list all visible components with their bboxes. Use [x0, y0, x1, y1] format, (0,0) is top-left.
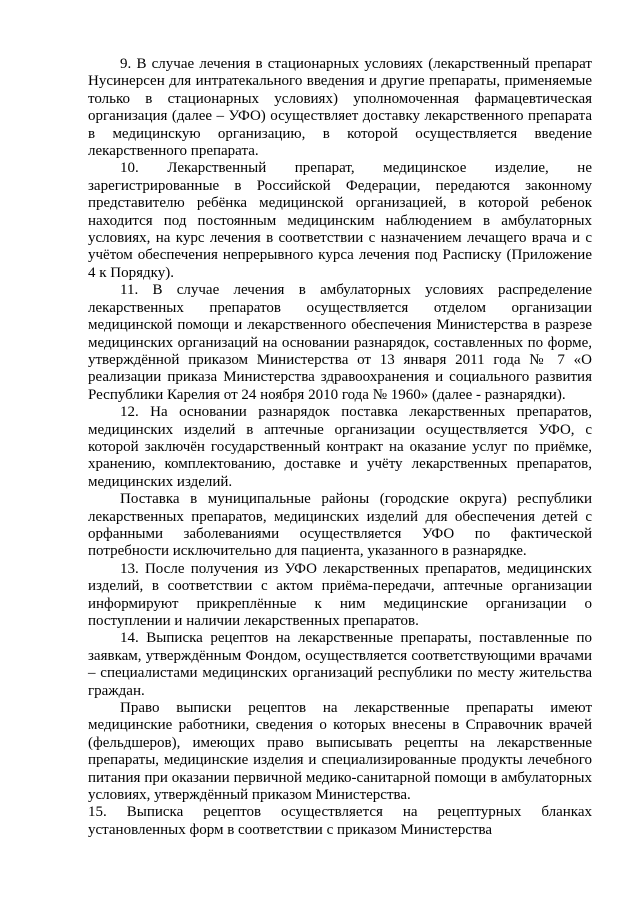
- paragraph-item-13: 13. После получения из УФО лекарственных препаратов, медицинских изделий, в соответствии с актом приёма-передачи, аптечные организации информируют прикреплённые к ним медицинские организации о поступлении и наличии лекарственных препаратов.: [88, 560, 592, 629]
- paragraph-item-12: 12. На основании разнарядок поставка лекарственных препаратов, медицинских изделий в аптечные организации осуществляется УФО, с которой заключён государственный контракт на оказание услуг по приёмке, хранению, комплектованию, доставке и учёту лекарственных препаратов, медицинских изделий.: [88, 404, 592, 490]
- paragraph-delivery: Поставка в муниципальные районы (городские округа) республики лекарственных препаратов, медицинских изделий для обеспечения детей с орфанными заболеваниями осуществляется УФО по фактической потребности исключительно для пациента, указанного в разнарядке.: [88, 491, 592, 560]
- paragraph-item-11: 11. В случае лечения в амбулаторных условиях распределение лекарственных препаратов осуществляется отделом организации медицинской помощи и лекарственного обеспечения Министерства в разрезе медицинских организаций на основании разнарядок, составленных по форме, утверждённой приказом Министерства от 13 января 2011 года № 7 «О реализации приказа Министерства здравоохранения и социального развития Республики Карелия от 24 ноября 2010 года № 1960» (далее - разнарядки).: [88, 282, 592, 403]
- paragraph-item-10: 10. Лекарственный препарат, медицинское изделие, не зарегистрированные в Российской Федерации, передаются законному представителю ребёнка медицинской организацией, в которой ребенок находится под постоянным медицинским наблюдением в амбулаторных условиях, на курс лечения в соответствии с назначением лечащего врача и с учётом обеспечения непрерывного курса лечения под Расписку (Приложение 4 к Порядку).: [88, 160, 592, 281]
- paragraph-prescription-right: Право выписки рецептов на лекарственные препараты имеют медицинские работники, сведения о которых внесены в Справочник врачей (фельдшеров), имеющих право выписывать рецепты на лекарственные препараты, медицинские изделия и специализированные продукты лечебного питания при оказании первичной медико-санитарной помощи в амбулаторных условиях, утверждённый приказом Министерства.: [88, 700, 592, 804]
- paragraph-item-14: 14. Выписка рецептов на лекарственные препараты, поставленные по заявкам, утверждённым Фондом, осуществляется соответствующими врачами – специалистами медицинских организаций республики по месту жительства граждан.: [88, 630, 592, 699]
- paragraph-item-9: 9. В случае лечения в стационарных условиях (лекарственный препарат Нусинерсен для интратекального введения и другие препараты, применяемые только в стационарных условиях) уполномоченная фармацевтическая организация (далее – УФО) осуществляет доставку лекарственного препарата в медицинскую организацию, в которой осуществляется введение лекарственного препарата.: [88, 56, 592, 160]
- paragraph-item-15: 15. Выписка рецептов осуществляется на рецептурных бланках установленных форм в соответствии с приказом Министерства: [88, 804, 592, 838]
- document-page: [88, 56, 592, 839]
